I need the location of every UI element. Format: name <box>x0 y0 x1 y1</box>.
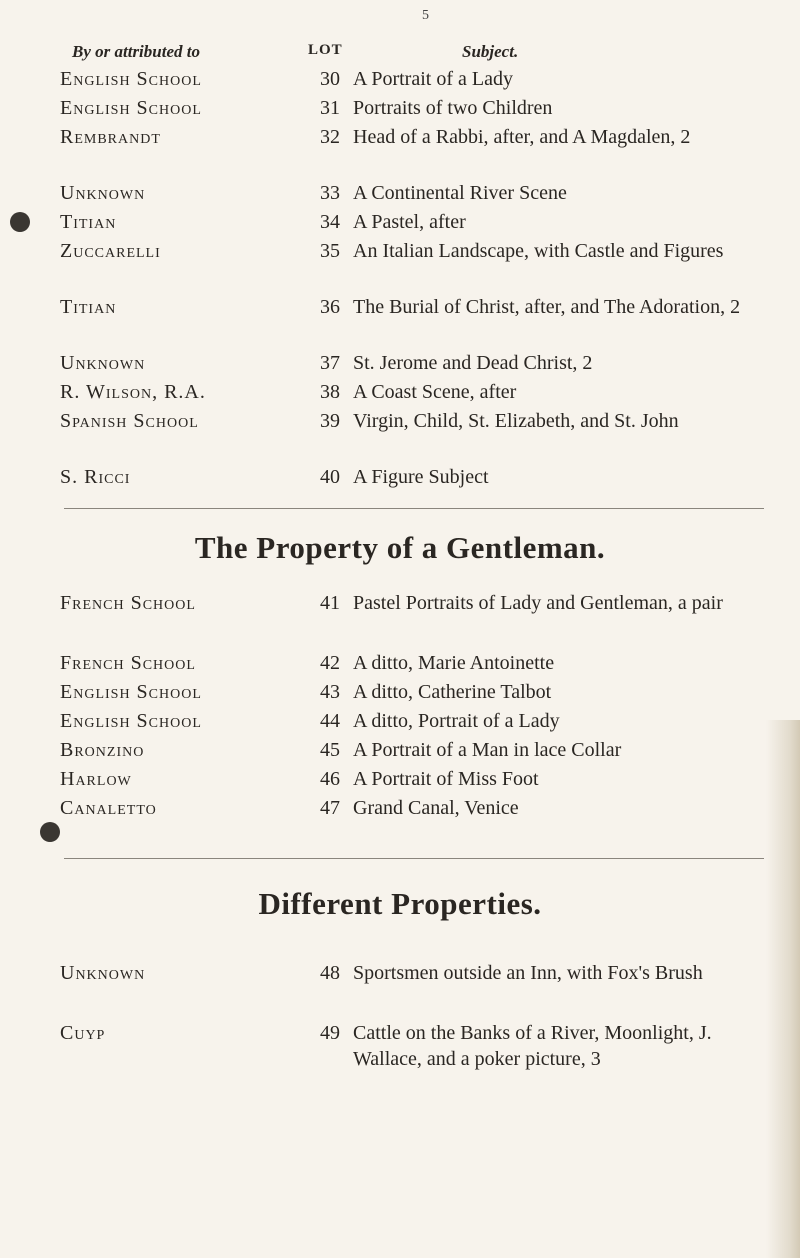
artist-name: English School <box>60 710 202 732</box>
column-header-artist: By or attributed to <box>72 42 200 61</box>
section-divider <box>64 858 764 859</box>
lot-number: 41 <box>320 592 340 614</box>
lot-number: 38 <box>320 381 340 403</box>
column-header-lot: LOT <box>308 42 343 58</box>
lot-subject: A ditto, Portrait of a Lady <box>353 710 560 732</box>
lot-number: 48 <box>320 962 340 984</box>
lot-subject: A Continental River Scene <box>353 182 567 204</box>
artist-name: Zuccarelli <box>60 240 161 262</box>
artist-name: Harlow <box>60 768 132 790</box>
lot-number: 43 <box>320 681 340 703</box>
lot-number: 45 <box>320 739 340 761</box>
artist-name: English School <box>60 68 202 90</box>
lot-number: 40 <box>320 466 340 488</box>
lot-subject: A Portrait of a Man in lace Collar <box>353 739 622 761</box>
lot-number: 42 <box>320 652 340 674</box>
lot-subject: Virgin, Child, St. Elizabeth, and St. John <box>353 410 679 432</box>
lot-number: 30 <box>320 68 340 90</box>
lot-subject: A ditto, Catherine Talbot <box>353 681 552 703</box>
section-divider <box>64 508 764 509</box>
artist-name: Cuyp <box>60 1022 106 1044</box>
lot-subject: A Portrait of a Lady <box>353 68 513 90</box>
artist-name: Unknown <box>60 182 146 204</box>
lot-subject: St. Jerome and Dead Christ, 2 <box>353 352 593 374</box>
lot-subject: Head of a Rabbi, after, and A Magdalen, 2 <box>353 126 691 148</box>
paper-edge <box>766 720 800 1258</box>
lot-subject: A Coast Scene, after <box>353 381 517 403</box>
lot-number: 44 <box>320 710 340 732</box>
lot-subject: A Portrait of Miss Foot <box>353 768 539 790</box>
lot-subject: Cattle on the Banks of a River, Moonlight, J. Wallace, and a poker picture, 3 <box>353 1022 712 1070</box>
lot-number: 37 <box>320 352 340 374</box>
artist-name: Spanish School <box>60 410 199 432</box>
lot-number: 31 <box>320 97 340 119</box>
lot-number: 39 <box>320 410 340 432</box>
artist-name: S. Ricci <box>60 466 131 488</box>
lot-subject: A ditto, Marie Antoinette <box>353 652 555 674</box>
artist-name: French School <box>60 592 196 614</box>
section-title: The Property of a Gentleman. <box>194 530 606 565</box>
lot-subject: Portraits of two Children <box>353 97 553 119</box>
artist-name: Unknown <box>60 352 146 374</box>
artist-name: Rembrandt <box>60 126 161 148</box>
lot-subject: An Italian Landscape, with Castle and Figures <box>353 240 724 262</box>
ink-blot <box>40 822 60 842</box>
lot-subject: Pastel Portraits of Lady and Gentleman, a pair <box>353 592 723 614</box>
artist-name: Titian <box>60 211 117 233</box>
lot-number: 47 <box>320 797 340 819</box>
lot-subject: Grand Canal, Venice <box>353 797 519 819</box>
lot-number: 46 <box>320 768 340 790</box>
lot-subject: A Pastel, after <box>353 211 466 233</box>
artist-name: Canaletto <box>60 797 157 819</box>
lot-subject: Sportsmen outside an Inn, with Fox's Brush <box>353 962 703 984</box>
section-title: Different Properties. <box>258 886 542 921</box>
lot-subject: A Figure Subject <box>353 466 489 488</box>
artist-name: English School <box>60 97 202 119</box>
column-header-subject: Subject. <box>462 42 519 61</box>
artist-name: Titian <box>60 296 117 318</box>
artist-name: R. Wilson, R.A. <box>60 381 206 403</box>
lot-number: 35 <box>320 240 340 262</box>
artist-name: Bronzino <box>60 739 145 761</box>
lot-number: 49 <box>320 1022 340 1044</box>
artist-name: French School <box>60 652 196 674</box>
lot-number: 33 <box>320 182 340 204</box>
lot-number: 32 <box>320 126 340 148</box>
lot-number: 36 <box>320 296 340 318</box>
lot-subject: The Burial of Christ, after, and The Adoration, 2 <box>353 296 741 318</box>
page-number: 5 <box>422 8 429 23</box>
artist-name: Unknown <box>60 962 146 984</box>
artist-name: English School <box>60 681 202 703</box>
ink-blot <box>10 212 30 232</box>
lot-number: 34 <box>320 211 340 233</box>
